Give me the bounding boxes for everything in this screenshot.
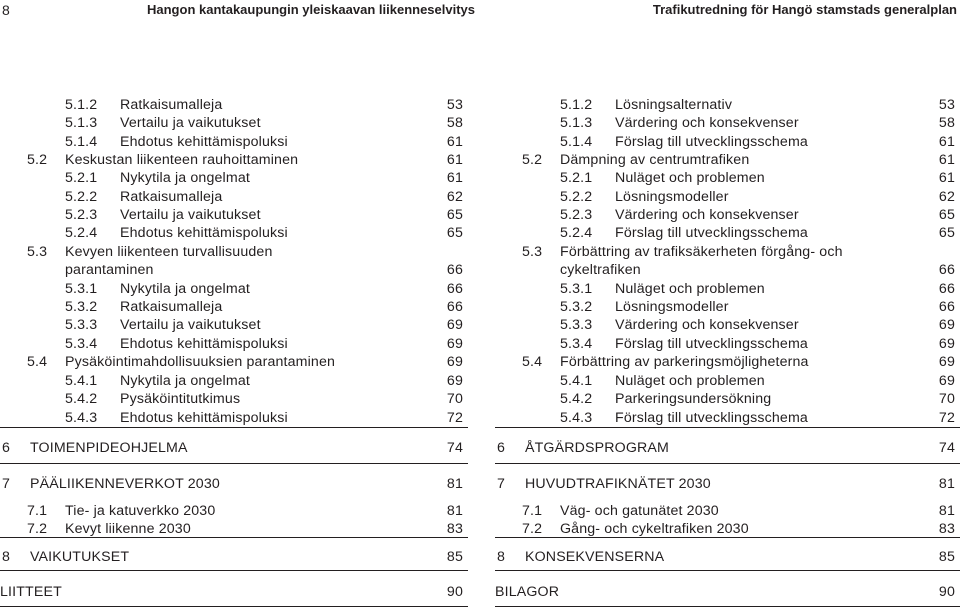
toc-entry-page: 72 <box>446 410 463 426</box>
toc-entry <box>0 549 468 567</box>
toc-entry <box>495 440 960 458</box>
toc-entry <box>495 281 960 299</box>
toc-entry <box>0 170 468 188</box>
toc-entry-title: Keskustan liikenteen rauhoittaminen <box>65 152 299 168</box>
toc-entry <box>0 115 468 133</box>
toc-entry-title: Ehdotus kehittämispoluksi <box>120 336 288 352</box>
toc-entry-page: 81 <box>938 503 955 519</box>
toc-entry <box>495 189 960 207</box>
toc-entry-title: Ehdotus kehittämispoluksi <box>120 225 288 241</box>
toc-entry-number: 7 <box>497 476 506 492</box>
toc-entry-number: 5.2.1 <box>65 170 98 186</box>
toc-entry <box>0 391 468 409</box>
toc-entry-page: 61 <box>446 170 463 186</box>
toc-entry <box>495 584 960 602</box>
toc-entry-page: 62 <box>446 189 463 205</box>
toc-entry-title: Nuläget och problemen <box>615 170 765 186</box>
toc-entry-page: 61 <box>446 152 463 168</box>
toc-entry-title: Dämpning av centrumtrafiken <box>560 152 750 168</box>
toc-entry-number: 5.1.2 <box>560 97 593 113</box>
toc-entry-page: 65 <box>938 225 955 241</box>
toc-swedish <box>495 97 960 609</box>
toc-entry-number: 5.2.3 <box>560 207 593 223</box>
toc-entry <box>495 170 960 188</box>
toc-entry-title: Förslag till utvecklingsschema <box>615 410 808 426</box>
toc-entry-title: Vertailu ja vaikutukset <box>120 207 261 223</box>
toc-entry-title: Gång- och cykeltrafiken 2030 <box>560 521 749 537</box>
toc-entry-page: 65 <box>446 225 463 241</box>
toc-entry <box>0 354 468 372</box>
toc-entry-number: 5.1.3 <box>560 115 593 131</box>
toc-entry-title: Ehdotus kehittämispoluksi <box>120 134 288 150</box>
toc-entry-page: 66 <box>938 281 955 297</box>
toc-entry-number: 5.3.4 <box>560 336 593 352</box>
toc-entry-number: 7.2 <box>27 521 48 537</box>
toc-entry-title: Nuläget och problemen <box>615 373 765 389</box>
toc-entry <box>0 225 468 243</box>
toc-entry <box>495 134 960 152</box>
toc-entry-page: 83 <box>446 521 463 537</box>
toc-entry-page: 72 <box>938 410 955 426</box>
toc-entry-page: 61 <box>938 170 955 186</box>
toc-entry-title: Förslag till utvecklingsschema <box>615 225 808 241</box>
toc-entry-title: Värdering och konsekvenser <box>615 115 799 131</box>
toc-entry-number: 6 <box>2 440 11 456</box>
toc-entry-page: 58 <box>446 115 463 131</box>
toc-entry-page: 74 <box>938 440 955 456</box>
divider-line <box>0 427 468 428</box>
toc-entry <box>0 584 468 602</box>
toc-entry-page: 69 <box>938 317 955 333</box>
toc-entry-title: Lösningsmodeller <box>615 299 729 315</box>
toc-entry-number: 5.3.3 <box>65 317 98 333</box>
divider-line <box>495 537 960 538</box>
page-number: 8 <box>2 2 10 18</box>
toc-entry-page: 66 <box>938 262 955 278</box>
toc-entry <box>495 299 960 317</box>
toc-entry-number: 5.2.4 <box>560 225 593 241</box>
toc-entry-title: KONSEKVENSERNA <box>525 549 665 565</box>
toc-entry <box>495 373 960 391</box>
toc-entry <box>0 134 468 152</box>
toc-entry-title: Parkeringsundersökning <box>615 391 772 407</box>
toc-entry <box>495 262 960 280</box>
toc-entry-page: 58 <box>938 115 955 131</box>
toc-entry-title: Pysäköintimahdollisuuksien parantaminen <box>65 354 336 370</box>
toc-entry-title: Ratkaisumalleja <box>120 189 223 205</box>
toc-entry-page: 69 <box>446 317 463 333</box>
toc-entry-title: Kevyt liikenne 2030 <box>65 521 191 537</box>
toc-entry-number: 7.2 <box>522 521 543 537</box>
toc-entry-number: 7.1 <box>522 503 543 519</box>
toc-entry-number: 5.3 <box>27 244 48 260</box>
toc-entry-title: Förbättring av parkeringsmöjligheterna <box>560 354 809 370</box>
toc-entry-page: 81 <box>446 503 463 519</box>
toc-entry-title: Förslag till utvecklingsschema <box>615 336 808 352</box>
toc-entry-page: 69 <box>938 373 955 389</box>
divider-line <box>0 606 468 607</box>
toc-entry <box>495 152 960 170</box>
toc-entry <box>495 317 960 335</box>
toc-entry-title: BILAGOR <box>495 584 560 600</box>
toc-entry-page: 61 <box>938 134 955 150</box>
toc-entry-page: 83 <box>938 521 955 537</box>
toc-entry-number: 5.4.3 <box>560 410 593 426</box>
toc-entry-number: 6 <box>497 440 506 456</box>
toc-entry-number: 7.1 <box>27 503 48 519</box>
toc-entry-title: PÄÄLIIKENNEVERKOT 2030 <box>30 476 220 492</box>
toc-entry <box>0 336 468 354</box>
toc-entry-number: 5.4 <box>522 354 543 370</box>
header-title-finnish: Hangon kantakaupungin yleiskaavan liikenneselvitys <box>147 2 476 17</box>
toc-entry-page: 81 <box>446 476 463 492</box>
toc-entry-number: 8 <box>2 549 11 565</box>
toc-entry-page: 53 <box>938 97 955 113</box>
toc-entry-page: 70 <box>446 391 463 407</box>
toc-entry <box>0 152 468 170</box>
toc-entry <box>495 97 960 115</box>
toc-entry <box>0 299 468 317</box>
toc-entry-page: 90 <box>938 584 955 600</box>
toc-entry-number: 5.3.2 <box>560 299 593 315</box>
toc-entry-page: 66 <box>446 281 463 297</box>
toc-entry-number: 5.1.3 <box>65 115 98 131</box>
toc-entry-title: Ratkaisumalleja <box>120 299 223 315</box>
toc-entry <box>0 373 468 391</box>
toc-entry-title: Förslag till utvecklingsschema <box>615 134 808 150</box>
toc-entry-title: Värdering och konsekvenser <box>615 317 799 333</box>
toc-entry-page: 61 <box>446 134 463 150</box>
toc-entry-number: 7 <box>2 476 11 492</box>
toc-entry <box>0 410 468 428</box>
divider-line <box>495 427 960 428</box>
toc-entry <box>495 549 960 567</box>
toc-entry-page: 69 <box>938 336 955 352</box>
toc-entry-number: 5.3.2 <box>65 299 98 315</box>
divider-line <box>0 463 468 464</box>
toc-entry-number: 5.3.1 <box>65 281 98 297</box>
toc-entry-page: 69 <box>446 373 463 389</box>
toc-entry <box>495 225 960 243</box>
divider-line <box>495 463 960 464</box>
toc-entry-page: 66 <box>938 299 955 315</box>
toc-entry-number: 5.3.1 <box>560 281 593 297</box>
toc-entry-number: 5.2.2 <box>560 189 593 205</box>
toc-entry-number: 5.3 <box>522 244 543 260</box>
toc-entry-page: 66 <box>446 262 463 278</box>
toc-entry-page: 85 <box>446 549 463 565</box>
toc-entry-title: Förbättring av trafiksäkerheten förgång- och <box>560 244 843 260</box>
toc-entry-title: Väg- och gatunätet 2030 <box>560 503 719 519</box>
toc-entry-title: Värdering och konsekvenser <box>615 207 799 223</box>
toc-entry-title: Vertailu ja vaikutukset <box>120 317 261 333</box>
toc-entry <box>495 503 960 521</box>
toc-entry-title: Nykytila ja ongelmat <box>120 170 250 186</box>
toc-entry <box>0 189 468 207</box>
toc-entry-number: 5.1.4 <box>65 134 98 150</box>
toc-entry <box>0 503 468 521</box>
toc-entry-number: 5.4.1 <box>560 373 593 389</box>
toc-entry-title: HUVUDTRAFIKNÄTET 2030 <box>525 476 711 492</box>
toc-entry-page: 65 <box>938 207 955 223</box>
toc-entry-page: 62 <box>938 189 955 205</box>
toc-entry-title: Kevyen liikenteen turvallisuuden <box>65 244 273 260</box>
toc-entry-title: Vertailu ja vaikutukset <box>120 115 261 131</box>
toc-entry-number: 5.2.1 <box>560 170 593 186</box>
toc-entry-page: 90 <box>446 584 463 600</box>
toc-entry-number: 5.4.1 <box>65 373 98 389</box>
toc-entry-number: 5.1.4 <box>560 134 593 150</box>
toc-entry <box>495 336 960 354</box>
toc-entry-number: 5.4.2 <box>65 391 98 407</box>
toc-entry-title: Nykytila ja ongelmat <box>120 373 250 389</box>
toc-entry-number: 5.2 <box>522 152 543 168</box>
toc-entry-number: 5.4.2 <box>560 391 593 407</box>
toc-entry <box>0 281 468 299</box>
toc-entry-page: 66 <box>446 299 463 315</box>
toc-entry <box>0 207 468 225</box>
toc-entry-page: 81 <box>938 476 955 492</box>
toc-entry-title: Tie- ja katuverkko 2030 <box>65 503 216 519</box>
toc-entry-number: 5.4 <box>27 354 48 370</box>
toc-entry-title: LIITTEET <box>0 584 62 600</box>
toc-entry-title: parantaminen <box>65 262 154 278</box>
toc-entry-page: 61 <box>938 152 955 168</box>
toc-entry <box>0 262 468 280</box>
toc-entry-title: Lösningsalternativ <box>615 97 733 113</box>
toc-entry-title: ÅTGÄRDSPROGRAM <box>525 440 669 456</box>
toc-entry-page: 69 <box>446 354 463 370</box>
toc-entry-title: VAIKUTUKSET <box>30 549 130 565</box>
toc-entry <box>495 476 960 494</box>
toc-entry-number: 8 <box>497 549 506 565</box>
toc-entry-number: 5.4.3 <box>65 410 98 426</box>
toc-entry <box>495 115 960 133</box>
toc-entry-page: 85 <box>938 549 955 565</box>
toc-entry <box>495 244 960 262</box>
toc-entry-title: Nykytila ja ongelmat <box>120 281 250 297</box>
toc-entry-title: Nuläget och problemen <box>615 281 765 297</box>
toc-entry-number: 5.2.3 <box>65 207 98 223</box>
page-header <box>0 0 960 24</box>
divider-line <box>0 537 468 538</box>
toc-entry-title: TOIMENPIDEOHJELMA <box>30 440 188 456</box>
toc-entry-page: 74 <box>446 440 463 456</box>
toc-entry <box>0 476 468 494</box>
toc-entry-title: Ehdotus kehittämispoluksi <box>120 410 288 426</box>
toc-entry <box>0 317 468 335</box>
toc-entry-title: Lösningsmodeller <box>615 189 729 205</box>
divider-line <box>495 606 960 607</box>
toc-entry-title: Pysäköintitutkimus <box>120 391 241 407</box>
toc-entry-page: 53 <box>446 97 463 113</box>
toc-entry <box>0 244 468 262</box>
toc-entry-number: 5.2.4 <box>65 225 98 241</box>
toc-entry-title: Ratkaisumalleja <box>120 97 223 113</box>
toc-entry-number: 5.2.2 <box>65 189 98 205</box>
toc-entry-number: 5.3.3 <box>560 317 593 333</box>
divider-line <box>0 570 468 571</box>
toc-entry-page: 65 <box>446 207 463 223</box>
toc-entry <box>0 97 468 115</box>
toc-entry <box>0 440 468 458</box>
toc-entry-number: 5.1.2 <box>65 97 98 113</box>
toc-entry-number: 5.2 <box>27 152 48 168</box>
toc-finnish <box>0 97 468 609</box>
header-title-swedish: Trafikutredning för Hangö stamstads generalplan <box>652 2 957 17</box>
toc-entry <box>495 410 960 428</box>
toc-entry <box>495 354 960 372</box>
toc-entry-number: 5.3.4 <box>65 336 98 352</box>
toc-entry-page: 70 <box>938 391 955 407</box>
toc-entry-page: 69 <box>938 354 955 370</box>
divider-line <box>495 570 960 571</box>
toc-entry-title: cykeltrafiken <box>560 262 641 278</box>
toc-entry <box>495 207 960 225</box>
toc-entry <box>495 391 960 409</box>
toc-entry-page: 69 <box>446 336 463 352</box>
